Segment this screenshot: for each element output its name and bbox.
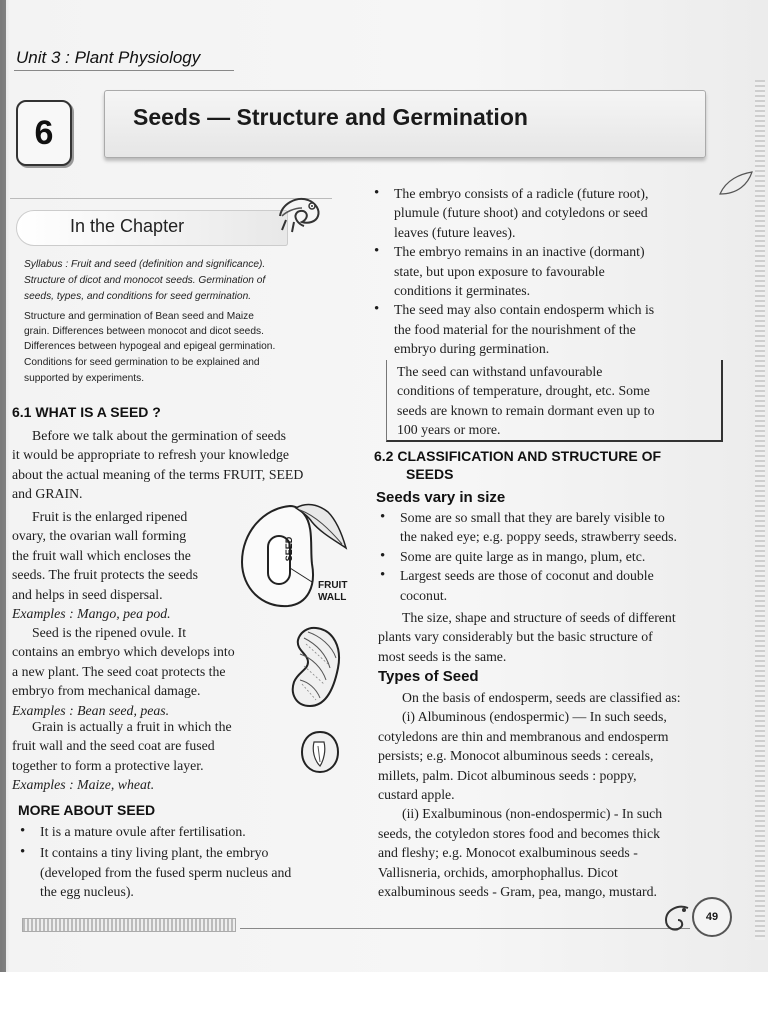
bean-seed-figure — [286, 624, 344, 710]
maize-grain-figure — [298, 728, 342, 776]
text-line: plants vary considerably but the basic structure of — [378, 629, 653, 645]
section-heading-6-1: 6.1 WHAT IS A SEED ? — [12, 404, 161, 420]
syllabus-line: Syllabus : Fruit and seed (definition and significance). — [24, 259, 266, 270]
text-line: the fruit wall which encloses the — [12, 547, 191, 563]
list-item — [378, 566, 724, 605]
text-line: It is a mature ovule after fertilisation. — [40, 824, 246, 839]
text-line: the naked eye; e.g. poppy seeds, strawberry seeds. — [400, 529, 677, 545]
list-item — [378, 547, 724, 566]
figure-label-fruit-wall — [318, 580, 347, 604]
text-line: and helps in seed dispersal. — [12, 586, 163, 602]
in-chapter-line: supported by experiments. — [24, 373, 145, 384]
list-item — [378, 508, 724, 547]
text-line: • The embryo remains in an inactive (dormant) — [394, 244, 645, 260]
figure-label-seed: SEED — [284, 536, 294, 562]
syllabus-line: Structure of dicot and monocot seeds. Germination of — [24, 275, 266, 286]
embryo-list — [372, 184, 722, 359]
text-line: a new plant. The seed coat protects the — [12, 663, 226, 679]
page-binding — [0, 0, 6, 972]
text-line: • Some are so small that they are barely visible to — [400, 510, 665, 525]
syllabus-line: seeds, types, and conditions for seed germination. — [24, 291, 252, 302]
list-item — [372, 184, 722, 242]
in-chapter-line: Structure and germination of Bean seed and Maize — [24, 311, 254, 322]
text-line: • The seed may also contain endosperm which is — [394, 302, 655, 318]
text-line: • It contains a tiny living plant, the embryo — [40, 845, 269, 861]
section-heading-6-2 — [374, 447, 734, 483]
leaf-icon — [716, 168, 756, 200]
text-line: fruit wall and the seed coat are fused — [12, 738, 215, 754]
text-line: ovary, the ovarian wall forming — [12, 528, 187, 544]
footer-decoration — [22, 918, 236, 932]
text-line: Grain is actually a fruit in which the — [32, 719, 232, 734]
text-line: (i) Albuminous (endospermic) — In such seeds, — [402, 709, 667, 725]
text-line: 100 years or more. — [397, 422, 501, 438]
text-line: state, but upon exposure to favourable — [394, 263, 605, 279]
text-line: the egg nucleus). — [40, 884, 134, 900]
text-line: together to form a protective layer. — [12, 757, 204, 773]
text-line: Fruit is the enlarged ripened — [32, 509, 188, 524]
heading-line: SEEDS — [406, 466, 454, 482]
text-line: • The embryo consists of a radicle (future root), — [394, 186, 649, 201]
text-line: The size, shape and structure of seeds of different — [402, 610, 676, 625]
text-line: cotyledons are thin and membranous and endosperm — [378, 728, 669, 744]
page-number: 49 — [692, 897, 732, 937]
text-line: Seed is the ripened ovule. It — [32, 625, 187, 640]
chapter-number-box — [16, 100, 72, 166]
text-line: plumule (future shoot) and cotyledons or seed — [394, 205, 648, 221]
examples-line: Examples : Mango, pea pod. — [12, 606, 171, 622]
seeds-size-heading: Seeds vary in size — [376, 489, 506, 506]
size-paragraph — [378, 608, 724, 666]
text-line: and GRAIN. — [12, 486, 83, 502]
text-line: embryo from mechanical damage. — [12, 683, 201, 699]
in-chapter-heading: In the Chapter — [70, 216, 185, 236]
text-line: conditions it germinates. — [394, 283, 531, 299]
list-item — [372, 242, 722, 300]
text-line: leaves (future leaves). — [394, 224, 516, 240]
chameleon-icon — [660, 898, 694, 938]
types-paragraph — [378, 688, 724, 901]
examples-line: Examples : Maize, wheat. — [12, 777, 155, 793]
intro-paragraph — [12, 426, 350, 504]
unit-underline — [14, 70, 234, 71]
text-line: and fleshy; e.g. Monocot exalbuminous seeds - — [378, 845, 638, 861]
text-line: seeds are known to remain dormant even up to — [397, 402, 655, 418]
size-list — [378, 508, 724, 605]
text-line: persists; e.g. Monocot albuminous seeds : cereals, — [378, 748, 654, 764]
text-line: conditions of temperature, drought, etc. Some — [397, 383, 650, 399]
heading-line: 6.2 CLASSIFICATION AND STRUCTURE OF — [374, 448, 662, 464]
text-line: On the basis of endosperm, seeds are classified as: — [402, 690, 681, 705]
page-edge — [755, 80, 765, 940]
figure-label-line: FRUIT — [318, 580, 348, 591]
text-line: coconut. — [400, 587, 448, 603]
text-line: embryo during germination. — [394, 341, 550, 357]
more-about-heading: MORE ABOUT SEED — [18, 802, 156, 818]
chapter-title: Seeds — Structure and Germination — [133, 104, 528, 130]
text-line: the food material for the nourishment of the — [394, 321, 636, 337]
text-line: most seeds is the same. — [378, 648, 507, 664]
types-heading: Types of Seed — [378, 668, 479, 685]
text-line: Vallisneria, orchids, amorphophallus. Dicot — [378, 864, 618, 880]
text-line: • Some are quite large as in mango, plum, etc. — [400, 548, 646, 564]
note-text — [397, 362, 715, 440]
text-line: Before we talk about the germination of seeds — [32, 428, 287, 443]
footer-rule — [240, 928, 690, 929]
text-line: contains an embryo which develops into — [12, 644, 235, 660]
text-line: (ii) Exalbuminous (non-endospermic) - In such — [402, 806, 663, 822]
unit-title: Unit 3 : Plant Physiology — [16, 48, 201, 67]
text-line: seeds, the cotyledon stores food and becomes thick — [378, 825, 660, 841]
chapter-number: 6 — [34, 113, 54, 152]
chameleon-icon — [272, 186, 328, 238]
text-line: The seed can withstand unfavourable — [397, 364, 603, 379]
examples-line: Examples : Bean seed, peas. — [12, 702, 170, 718]
text-line: (developed from the fused sperm nucleus and — [40, 864, 292, 880]
more-about-list — [18, 822, 358, 902]
grain-paragraph — [12, 717, 290, 795]
text-line: about the actual meaning of the terms FRUIT, SEED — [12, 466, 304, 482]
text-line: • Largest seeds are those of coconut and double — [400, 568, 654, 584]
page-margin-bottom — [0, 972, 768, 1024]
figure-label-line: WALL — [318, 592, 347, 603]
list-item — [372, 300, 722, 358]
text-line: it would be appropriate to refresh your knowledge — [12, 447, 290, 463]
in-chapter-line: Differences between hypogeal and epigeal germination. — [24, 341, 276, 352]
in-chapter-line: Conditions for seed germination to be explained and — [24, 357, 260, 368]
in-chapter-line: grain. Differences between monocot and dicot seeds. — [24, 326, 264, 337]
text-line: millets, palm. Dicot albuminous seeds : poppy, — [378, 767, 637, 783]
text-line: custard apple. — [378, 787, 455, 803]
list-item — [18, 843, 358, 901]
text-line: exalbuminous seeds - Gram, pea, mango, mustard. — [378, 884, 657, 900]
seed-paragraph — [12, 623, 280, 720]
text-line: seeds. The fruit protects the seeds — [12, 567, 198, 583]
list-item — [18, 822, 358, 841]
fruit-paragraph — [12, 507, 234, 623]
